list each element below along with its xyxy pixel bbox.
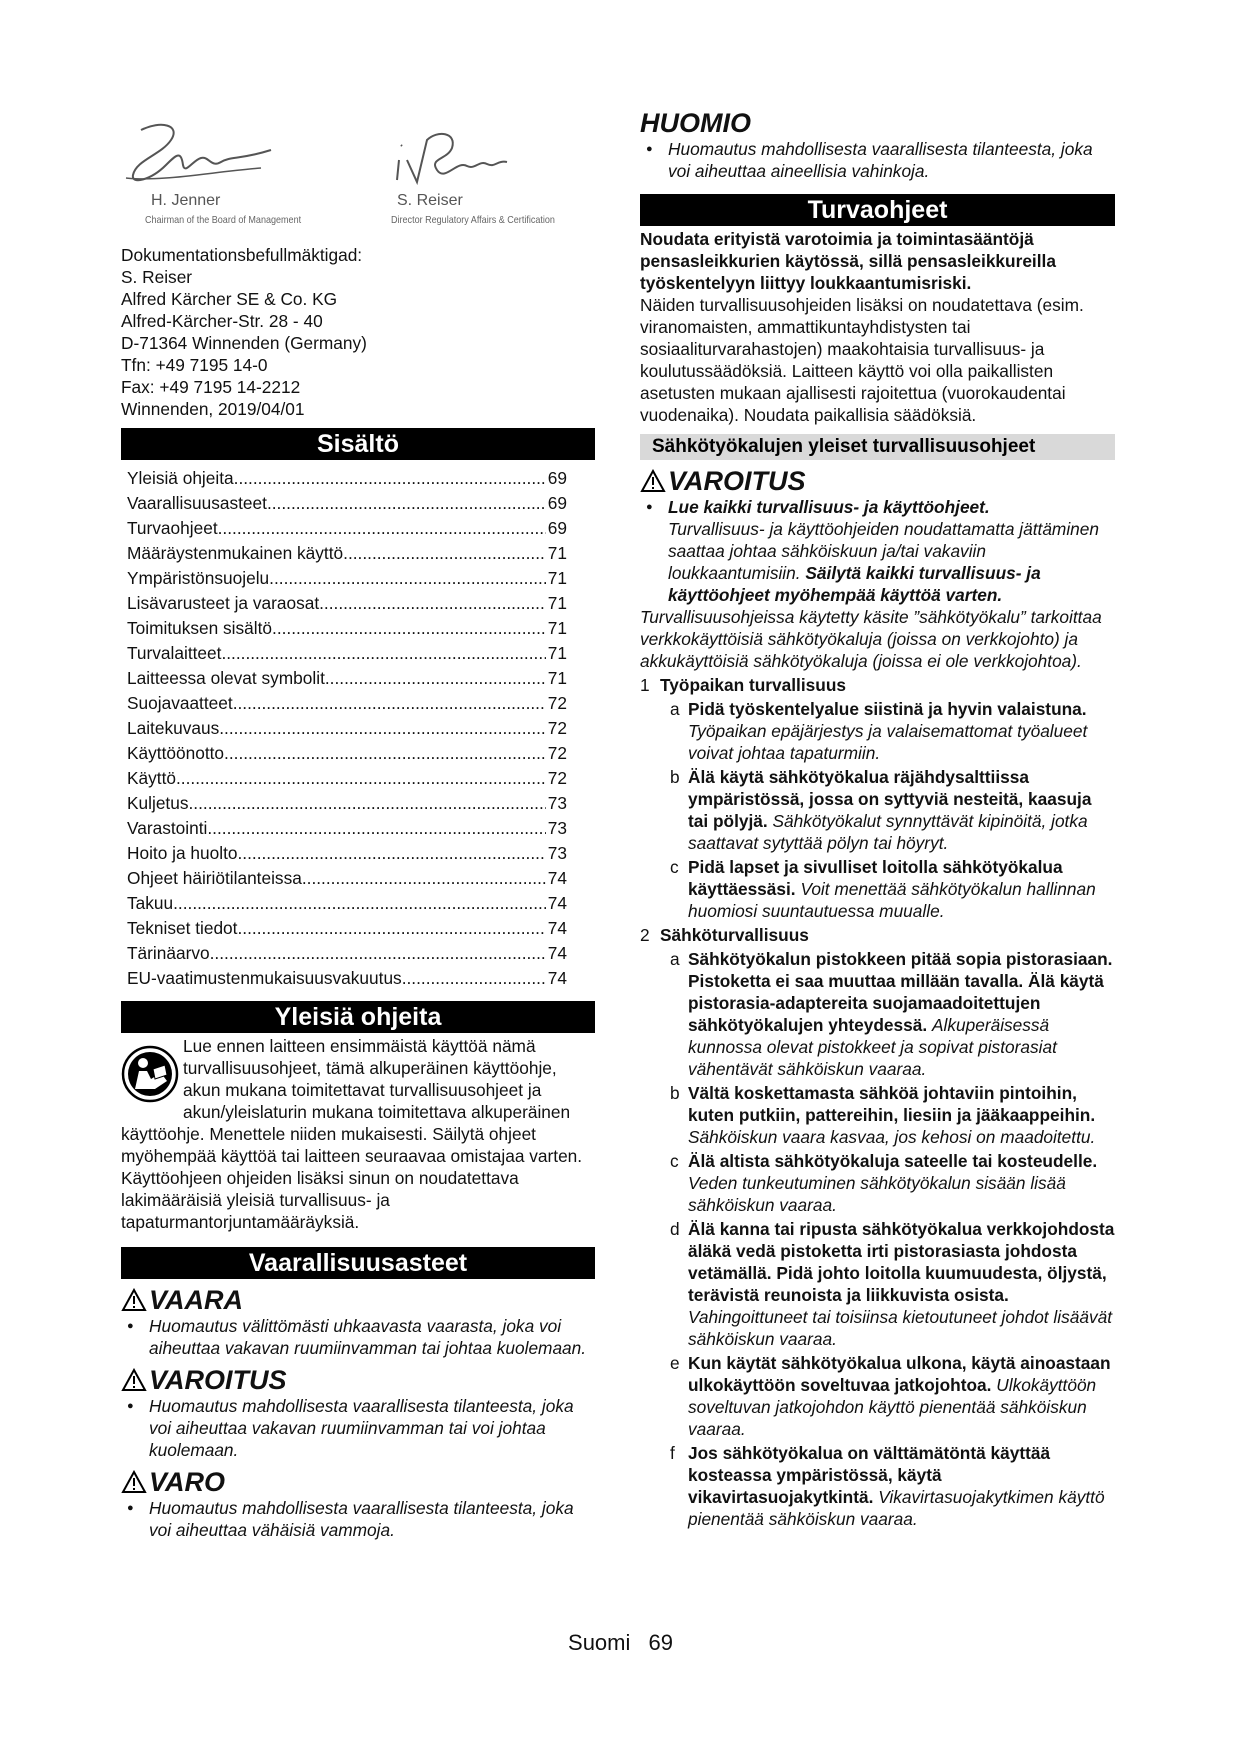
toc-entry-title: Ympäristönsuojelu — [127, 568, 270, 588]
warning-triangle-icon — [121, 1288, 147, 1312]
item-letter: c — [670, 1151, 679, 1171]
section-title-text: Sähköturvallisuus — [660, 925, 809, 945]
warning-bullet: ● Lue kaikki turvallisuus- ja käyttöohjeet. — [640, 496, 1115, 518]
toc-entry[interactable] — [127, 716, 567, 741]
section-number: 2 — [640, 925, 650, 945]
warning-triangle-icon — [640, 469, 666, 493]
safety-item — [670, 1352, 1115, 1440]
safety-item — [670, 1442, 1115, 1530]
toc-entry-page: 74 — [547, 918, 567, 938]
safety-item — [670, 1218, 1115, 1350]
signature-jenner-graphic — [121, 120, 281, 200]
toc-entry-page: 73 — [547, 818, 567, 838]
hazard-label: VARO — [149, 1467, 226, 1497]
toc-entry-title: Varastointi — [127, 818, 208, 838]
toc-entry[interactable] — [127, 666, 567, 691]
note-label: HUOMIO — [640, 108, 751, 138]
toc-entry[interactable] — [127, 741, 567, 766]
toc-entry[interactable] — [127, 591, 567, 616]
toc-entry-page: 72 — [547, 693, 567, 713]
read-manual-icon — [121, 1045, 179, 1103]
toc-entry-page: 74 — [547, 868, 567, 888]
toc-entry[interactable] — [127, 541, 567, 566]
item-letter: c — [670, 857, 679, 877]
toc-entry-title: Tärinäarvo — [127, 943, 210, 963]
item-bold: Vältä koskettamasta sähköä johtaviin pintoihin, kuten putkiin, pattereihin, liesiin ja jääkaappeihin. — [688, 1083, 1096, 1125]
note-heading — [640, 108, 1115, 138]
toc-entry-page: 72 — [547, 718, 567, 738]
toc-entry-page: 74 — [547, 893, 567, 913]
contact-line: Tfn: +49 7195 14-0 — [121, 355, 268, 375]
toc-entry-title: Kuljetus — [127, 793, 189, 813]
page-footer — [0, 1630, 1241, 1656]
contact-line: Winnenden, 2019/04/01 — [121, 399, 305, 419]
safety-item — [670, 1082, 1115, 1148]
toc-entry-page: 71 — [547, 593, 567, 613]
footer-page-number: 69 — [648, 1630, 673, 1655]
contact-block — [121, 244, 595, 420]
general-heading: Yleisiä ohjeita — [121, 1001, 595, 1033]
item-letter: b — [670, 1083, 680, 1103]
contact-line: Fax: +49 7195 14-2212 — [121, 377, 301, 397]
toc-entry-page: 73 — [547, 843, 567, 863]
hazard-heading: Vaarallisuusasteet — [121, 1247, 595, 1279]
hazard-level-danger — [121, 1285, 595, 1315]
toc-entry-title: Laitteessa olevat symbolit — [127, 668, 325, 688]
item-bold: Sähkötyökalun pistokkeen pitää sopia pistorasiaan. Pistoketta ei saa muuttaa millään tavalla. Älä käytä pistorasia-adaptereita suojamaadoitettujen sähkötyökalujen yhteydessä. — [688, 949, 1113, 1035]
toc-entry-title: Tekniset tiedot — [127, 918, 238, 938]
hazard-label: VAARA — [149, 1285, 243, 1315]
item-bold: Älä käytä sähkötyökalua räjähdysalttiissa ympäristössä, jossa on syttyviä nesteitä, kaasuja tai pölyjä. — [688, 767, 1092, 831]
general-para-1 — [121, 1035, 595, 1167]
safety-item — [670, 856, 1115, 922]
hazard-label: VAROITUS — [149, 1365, 287, 1395]
toc-entry[interactable] — [127, 566, 567, 591]
item-letter: e — [670, 1353, 680, 1373]
toc-entry-title: Toimituksen sisältö — [127, 618, 273, 638]
left-column — [121, 120, 595, 1541]
item-italic: Vikavirtasuojakytkimen käyttö pienentää sähköiskun vaaraa. — [688, 1487, 1105, 1529]
contact-line: S. Reiser — [121, 267, 193, 287]
item-bold: Pidä työskentelyalue siistinä ja hyvin valaistuna. — [688, 699, 1087, 719]
toc-entry[interactable] — [127, 791, 567, 816]
warning-bold-italic: Säilytä kaikki turvallisuus- ja käyttöohjeet myöhempää käyttöä varten. — [668, 563, 1041, 605]
warning-triangle-icon — [121, 1470, 147, 1494]
toc-entry[interactable] — [127, 491, 567, 516]
contact-line: Alfred-Kärcher-Str. 28 - 40 — [121, 311, 323, 331]
toc-entry-page: 71 — [547, 543, 567, 563]
toc-entry[interactable] — [127, 891, 567, 916]
section-title-text: Työpaikan turvallisuus — [660, 675, 846, 695]
toc-entry-title: Käyttöönotto — [127, 743, 225, 763]
signatory-name: H. Jenner — [151, 192, 221, 209]
toc-entry[interactable] — [127, 641, 567, 666]
item-italic: Vahingoittuneet tai toisiinsa kietoutuneet johdot lisäävät sähköiskun vaaraa. — [688, 1307, 1112, 1349]
toc-entry-title: Turvalaitteet — [127, 643, 222, 663]
toc-entry-title: Suojavaatteet — [127, 693, 233, 713]
table-of-contents — [127, 466, 595, 991]
safety-subheading: Sähkötyökalujen yleiset turvallisuusohjeet — [640, 434, 1115, 460]
toc-entry-page: 71 — [547, 643, 567, 663]
item-bold: Kun käytät sähkötyökalua ulkona, käytä ainoastaan ulkokäyttöön soveltuvaa jatkojohtoa. — [688, 1353, 1111, 1395]
safety-section-1 — [640, 674, 1115, 922]
toc-entry[interactable] — [127, 966, 567, 991]
toc-entry-page: 69 — [547, 518, 567, 538]
item-letter: d — [670, 1219, 680, 1239]
contact-line: D-71364 Winnenden (Germany) — [121, 333, 367, 353]
toc-entry-page: 69 — [547, 493, 567, 513]
toc-entry[interactable] — [127, 866, 567, 891]
toc-entry-title: EU-vaatimustenmukaisuusvakuutus — [127, 968, 402, 988]
warning-italic: Turvallisuus- ja käyttöohjeiden noudattamatta jättäminen saattaa johtaa sähköiskuun ja/tai vakaviin loukkaantumisiin. — [668, 519, 1099, 583]
safety-intro-bold: Noudata erityistä varotoimia ja toimintasääntöjä pensasleikkurien käytössä, sillä pensasleikkureilla työskentelyyn liittyy loukkaantumisriski. — [640, 229, 1056, 293]
toc-entry-page: 74 — [547, 943, 567, 963]
signature-reiser-graphic — [367, 120, 527, 200]
warning-label: VAROITUS — [668, 466, 806, 496]
hazard-levels — [121, 1285, 595, 1541]
toc-entry-title: Käyttö — [127, 768, 176, 788]
toc-entry[interactable] — [127, 816, 567, 841]
item-letter: a — [670, 949, 680, 969]
toc-entry-page: 71 — [547, 668, 567, 688]
toc-entry-title: Yleisiä ohjeita — [127, 468, 234, 488]
item-bold: Jos sähkötyökalua on välttämätöntä käyttää kosteassa ympäristössä, käytä vikavirtasuojakytkintä. — [688, 1443, 1051, 1507]
hazard-text: ● Huomautus välittömästi uhkaavasta vaarasta, joka voi aiheuttaa vakavan ruumiinvamman tai johtaa kuolemaan. — [121, 1315, 595, 1359]
toc-entry-title: Lisävarusteet ja varaosat — [127, 593, 320, 613]
toc-entry-title: Vaarallisuusasteet — [127, 493, 267, 513]
hazard-level-caution — [121, 1467, 595, 1497]
definition-text: Turvallisuusohjeissa käytetty käsite ”sähkötyökalu” tarkoittaa verkkokäyttöisiä sähkötyökaluja (joissa on verkkojohto) ja akkukäyttöisiä sähkötyökaluja (joissa ei ole verkkojohtoa). — [640, 607, 1102, 671]
item-italic: Sähköiskun vaara kasvaa, jos kehosi on maadoitettu. — [688, 1127, 1096, 1147]
toc-entry[interactable] — [127, 941, 567, 966]
toc-entry[interactable] — [127, 766, 567, 791]
toc-entry-page: 71 — [547, 568, 567, 588]
safety-warning-heading — [640, 466, 1115, 496]
item-italic: Veden tunkeutuminen sähkötyökalun sisään lisää sähköiskun vaaraa. — [688, 1173, 1066, 1215]
toc-entry-page: 71 — [547, 618, 567, 638]
toc-entry-title: Takuu — [127, 893, 174, 913]
safety-section-2 — [640, 924, 1115, 1530]
toc-entry[interactable] — [127, 616, 567, 641]
toc-entry-title: Hoito ja huolto — [127, 843, 238, 863]
safety-item — [670, 698, 1115, 764]
safety-item — [670, 948, 1115, 1080]
toc-entry-title: Laitekuvaus — [127, 718, 220, 738]
safety-heading: Turvaohjeet — [640, 194, 1115, 226]
warning-triangle-icon — [121, 1368, 147, 1392]
item-bold: Älä altista sähkötyökaluja sateelle tai kosteudelle. — [688, 1151, 1098, 1171]
general-para-1-text: Lue ennen laitteen ensimmäistä käyttöä nämä turvallisuusohjeet, tämä alkuperäinen käyttöohje, akun mukana toimitettavat turvallisuusohjeet ja akun/yleislaturin mukana toimitettava alkuperäinen käyttöohje. Menettele niiden mukaisesti. Säilytä ohjeet myöhempää käyttöä tai laitteen seuraavaa omistajaa varten. — [121, 1036, 583, 1166]
contact-line: Dokumentationsbefullmäktigad: — [121, 245, 363, 265]
item-italic: Sähkötyökalut synnyttävät kipinöitä, jotka saattavat sytyttää pölyn tai höyryt. — [688, 811, 1088, 853]
contact-line: Alfred Kärcher SE & Co. KG — [121, 289, 338, 309]
warning-body — [640, 518, 1115, 606]
safety-intro-text: Näiden turvallisuusohjeiden lisäksi on noudatettava (esim. viranomaisten, ammattikuntayhdistysten tai sosiaaliturvarahastojen) maakohtaisia turvallisuus- ja koulutussäädöksiä. Laitteen käyttö voi olla paikallisten asetusten mukaan ajallisesti rajoitettua (vuorokaudentai vuodenaika). Noudata paikallisia säädöksiä. — [640, 295, 1084, 425]
toc-entry-title: Ohjeet häiriötilanteissa — [127, 868, 302, 888]
right-column — [640, 108, 1115, 1530]
item-letter: b — [670, 767, 680, 787]
toc-entry-page: 72 — [547, 768, 567, 788]
general-section — [121, 1035, 595, 1233]
footer-language: Suomi — [568, 1630, 631, 1655]
section-title — [640, 924, 1115, 946]
hazard-text: ● Huomautus mahdollisesta vaarallisesta tilanteesta, joka voi aiheuttaa vähäisiä vammoja. — [121, 1497, 595, 1541]
toc-entry[interactable] — [127, 466, 567, 491]
signatory-role: Chairman of the Board of Management — [145, 214, 302, 226]
item-letter: a — [670, 699, 680, 719]
item-italic: Alkuperäisessä kunnossa olevat pistokkeet ja sopivat pistorasiat vähentävät sähköiskun vaaraa. — [688, 1015, 1057, 1079]
toc-entry-page: 69 — [547, 468, 567, 488]
signatory-name: S. Reiser — [397, 192, 463, 209]
item-bold: Pidä lapset ja sivulliset loitolla sähkötyökalua käyttäessäsi. — [688, 857, 1063, 899]
item-bold: Älä kanna tai ripusta sähkötyökalua verkkojohdosta äläkä vedä pistoketta irti pistorasiasta johdosta vetämällä. Pidä johto loitolla kuumuudesta, öljystä, terävistä reunoista ja liikkuvista osista. — [688, 1219, 1115, 1305]
toc-heading: Sisältö — [121, 428, 595, 460]
toc-entry[interactable] — [127, 841, 567, 866]
signature-block — [121, 120, 595, 240]
general-para-2: Käyttöohjeen ohjeiden lisäksi sinun on noudatettava lakimääräisiä yleisiä turvallisuus- ja tapaturmantorjuntamääräyksiä. — [121, 1168, 519, 1232]
toc-entry[interactable] — [127, 916, 567, 941]
toc-entry[interactable] — [127, 516, 567, 541]
hazard-text: ● Huomautus mahdollisesta vaarallisesta tilanteesta, joka voi aiheuttaa vakavan ruumiinvamman tai voi johtaa kuolemaan. — [121, 1395, 595, 1461]
safety-item — [670, 766, 1115, 854]
toc-entry-title: Määräystenmukainen käyttö — [127, 543, 344, 563]
signature-jenner — [121, 120, 343, 240]
signatory-role: Director Regulatory Affairs & Certification — [391, 214, 555, 226]
item-italic: Ulkokäyttöön soveltuvan jatkojohdon käyttö pienentää sähköiskun vaaraa. — [688, 1375, 1097, 1439]
section-title — [640, 674, 1115, 696]
toc-entry-page: 72 — [547, 743, 567, 763]
toc-entry-title: Turvaohjeet — [127, 518, 218, 538]
toc-entry[interactable] — [127, 691, 567, 716]
hazard-level-warning — [121, 1365, 595, 1395]
item-italic: Työpaikan epäjärjestys ja valaisemattomat työalueet voivat johtaa tapaturmiin. — [688, 721, 1088, 763]
signature-reiser — [367, 120, 589, 240]
section-number: 1 — [640, 675, 650, 695]
toc-entry-page: 74 — [547, 968, 567, 988]
item-letter: f — [670, 1443, 675, 1463]
safety-item — [670, 1150, 1115, 1216]
item-italic: Voit menettää sähkötyökalun hallinnan huomiosi suuntautuessa muualle. — [688, 879, 1096, 921]
note-text: ● Huomautus mahdollisesta vaarallisesta tilanteesta, joka voi aiheuttaa aineellisia vahinkoja. — [640, 138, 1115, 182]
toc-entry-page: 73 — [547, 793, 567, 813]
